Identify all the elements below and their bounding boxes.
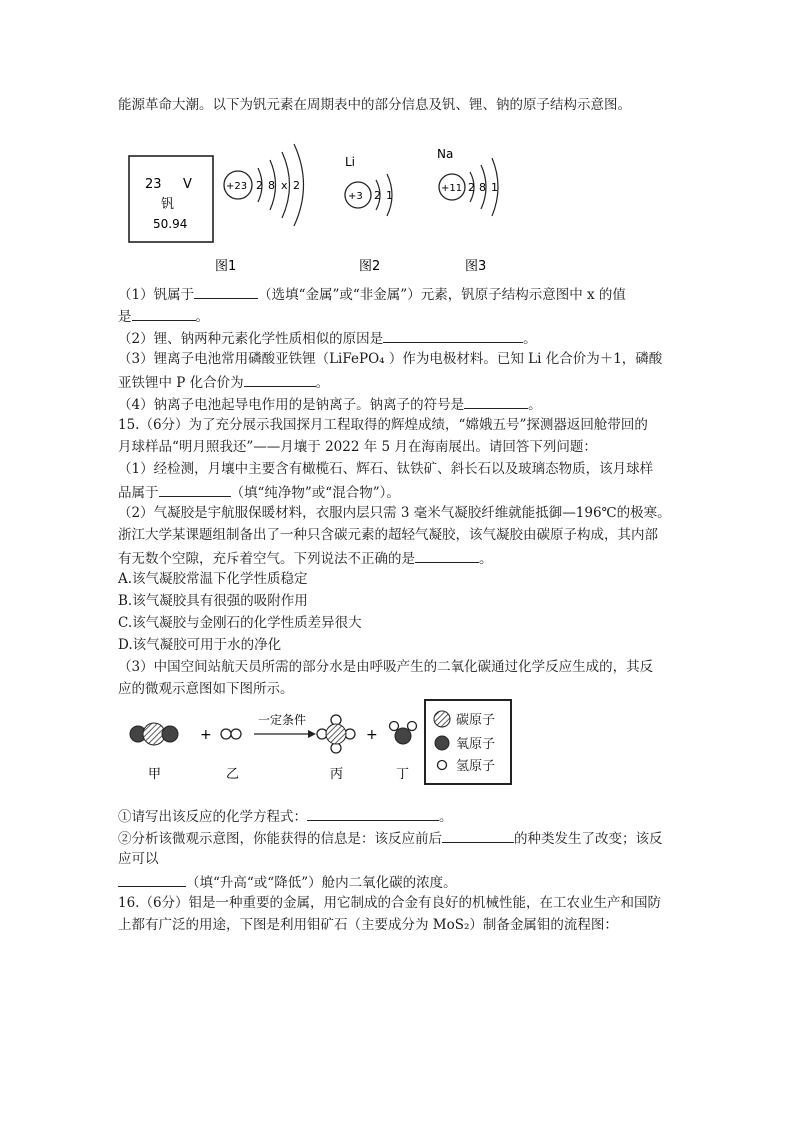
legend-oxygen: 氧原子 bbox=[456, 737, 496, 752]
vanadium-shell-4: 2 bbox=[293, 179, 300, 192]
atomic-structure-figure bbox=[125, 130, 525, 280]
hydrogen-atom bbox=[221, 729, 231, 739]
oxygen-legend-icon bbox=[435, 736, 449, 750]
q14-part2: （2）锂、钠两种元素化学性质相似的原因是 。 bbox=[118, 328, 537, 348]
answer-blank[interactable] bbox=[194, 284, 258, 299]
sodium-shell-3: 1 bbox=[491, 181, 498, 194]
answer-blank[interactable] bbox=[464, 394, 528, 409]
q14-part4: （4）钠离子电池起导电作用的是钠离子。钠离子的符号是 。 bbox=[118, 394, 542, 414]
answer-blank[interactable] bbox=[118, 872, 186, 887]
q16-stem-1: 16.（6分）钼是一种重要的金属，用它制成的合金有良好的机械性能，在工农业生产和国防 bbox=[118, 895, 662, 911]
answer-blank[interactable] bbox=[307, 806, 439, 821]
carbon-legend-icon bbox=[434, 711, 450, 727]
oxygen-atom bbox=[162, 726, 178, 742]
option-a[interactable]: A.该气凝胶常温下化学性质稳定 bbox=[118, 571, 308, 587]
answer-blank[interactable] bbox=[159, 482, 231, 497]
legend-hydrogen: 氢原子 bbox=[456, 759, 496, 774]
label-yi: 乙 bbox=[226, 767, 240, 782]
plus-sign: + bbox=[200, 727, 212, 743]
q15-stem-1: 15.（6分）为了充分展示我国探月工程取得的辉煌成绩，“嫦娥五号”探测器返回舱带回的 bbox=[118, 417, 648, 433]
answer-blank[interactable] bbox=[442, 828, 514, 843]
reaction-condition: 一定条件 bbox=[258, 713, 307, 727]
plus-sign: + bbox=[366, 727, 378, 743]
option-c[interactable]: C.该气凝胶与金刚石的化学性质差异很大 bbox=[118, 615, 362, 631]
hydrogen-legend-icon bbox=[438, 761, 447, 770]
legend-carbon: 碳原子 bbox=[456, 713, 496, 728]
q15-part2-cont: 浙江大学某课题组制备出了一种只含碳元素的超轻气凝胶，该气凝胶由碳原子构成，其内部 bbox=[118, 527, 658, 543]
q16-stem-2: 上都有广泛的用途，下图是利用钼矿石（主要成分为 MoS₂）制备金属钼的流程图： bbox=[118, 917, 618, 933]
q15-stem-2: 月球样品“明月照我还”——月壤于 2022 年 5 月在海南展出。请回答下列问题： bbox=[118, 439, 597, 455]
lithium-shell-2: 1 bbox=[386, 189, 393, 202]
label-ding: 丁 bbox=[396, 767, 410, 782]
vanadium-nucleus-charge: +23 bbox=[226, 181, 248, 192]
sodium-shell-1: 2 bbox=[468, 181, 475, 194]
q15-part3-sub2-cont: 应可以 bbox=[118, 851, 159, 867]
lithium-nucleus-charge: +3 bbox=[348, 191, 363, 202]
q15-part3: （3）中国空间站航天员所需的部分水是由呼吸产生的二氧化碳通过化学反应生成的，其反 bbox=[118, 659, 654, 675]
q15-part2-question: 有无数个空隙，充斥着空气。下列说法不正确的是 。 bbox=[118, 548, 493, 568]
q14-part1: （1）钒属于 （选填“金属”或“非金属”）元素，钒原子结构示意图中 x 的值 bbox=[118, 284, 626, 304]
sodium-nucleus-charge: +11 bbox=[441, 183, 463, 194]
element-number: 23 bbox=[145, 177, 162, 192]
q15-part3-sub1: ①请写出该反应的化学方程式： 。 bbox=[118, 806, 453, 826]
caption-figure-2: 图2 bbox=[359, 259, 381, 274]
element-mass: 50.94 bbox=[153, 217, 188, 231]
lithium-label: Li bbox=[345, 155, 356, 169]
sodium-shell-2: 8 bbox=[479, 181, 486, 194]
carbon-atom bbox=[326, 724, 346, 744]
q14-part3: （3）锂离子电池常用磷酸亚铁锂（LiFePO₄ ）作为电极材料。已知 Li 化合价为＋1，磷酸 bbox=[118, 351, 663, 367]
reaction-diagram bbox=[118, 700, 428, 800]
caption-figure-1: 图1 bbox=[215, 259, 237, 274]
vanadium-shell-1: 2 bbox=[256, 179, 263, 192]
caption-figure-3: 图3 bbox=[465, 259, 487, 274]
q15-part3-sub2: ②分析该微观示意图，你能获得的信息是：该反应前后 的种类发生了改变；该反 bbox=[118, 828, 663, 848]
q15-part2: （2）气凝胶是宇航服保暖材料，衣服内层只需 3 毫米气凝胶纤维就能抵御—196℃的极寒。 bbox=[118, 505, 671, 521]
lithium-shell-1: 2 bbox=[374, 189, 381, 202]
atom-legend bbox=[424, 699, 512, 785]
vanadium-shell-2: 8 bbox=[268, 179, 275, 192]
vanadium-shell-3: x bbox=[281, 179, 288, 192]
intro-text: 能源革命大潮。以下为钒元素在周期表中的部分信息及钒、锂、钠的原子结构示意图。 bbox=[118, 97, 631, 113]
hydrogen-atom bbox=[408, 722, 417, 731]
answer-blank[interactable] bbox=[132, 306, 196, 321]
q15-part3-sub2-end: （填“升高“或“降低”）舱内二氧化碳的浓度。 bbox=[118, 872, 457, 892]
answer-blank[interactable] bbox=[415, 548, 479, 563]
sodium-label: Na bbox=[437, 147, 454, 161]
option-d[interactable]: D.该气凝胶可用于水的净化 bbox=[118, 637, 282, 653]
q14-part3-cont: 亚铁锂中 P 化合价为 。 bbox=[118, 372, 329, 392]
q15-part1-cont: 品属于 （填“纯净物”或“混合物”）。 bbox=[118, 482, 400, 502]
hydrogen-atom bbox=[231, 729, 241, 739]
element-name: 钒 bbox=[161, 197, 175, 212]
q15-part1: （1）经检测，月壤中主要含有橄榄石、辉石、钛铁矿、斜长石以及玻璃态物质，该月球样 bbox=[118, 461, 654, 477]
oxygen-atom bbox=[395, 728, 411, 744]
answer-blank[interactable] bbox=[383, 328, 523, 343]
q15-part3-cont: 应的微观示意图如下图所示。 bbox=[118, 681, 294, 697]
label-jia: 甲 bbox=[148, 767, 162, 782]
element-symbol: V bbox=[183, 177, 192, 192]
hydrogen-atom bbox=[390, 722, 399, 731]
option-b[interactable]: B.该气凝胶具有很强的吸附作用 bbox=[118, 593, 308, 609]
label-bing: 丙 bbox=[330, 767, 344, 782]
q14-part1-cont: 是 。 bbox=[118, 306, 209, 326]
answer-blank[interactable] bbox=[244, 372, 316, 387]
